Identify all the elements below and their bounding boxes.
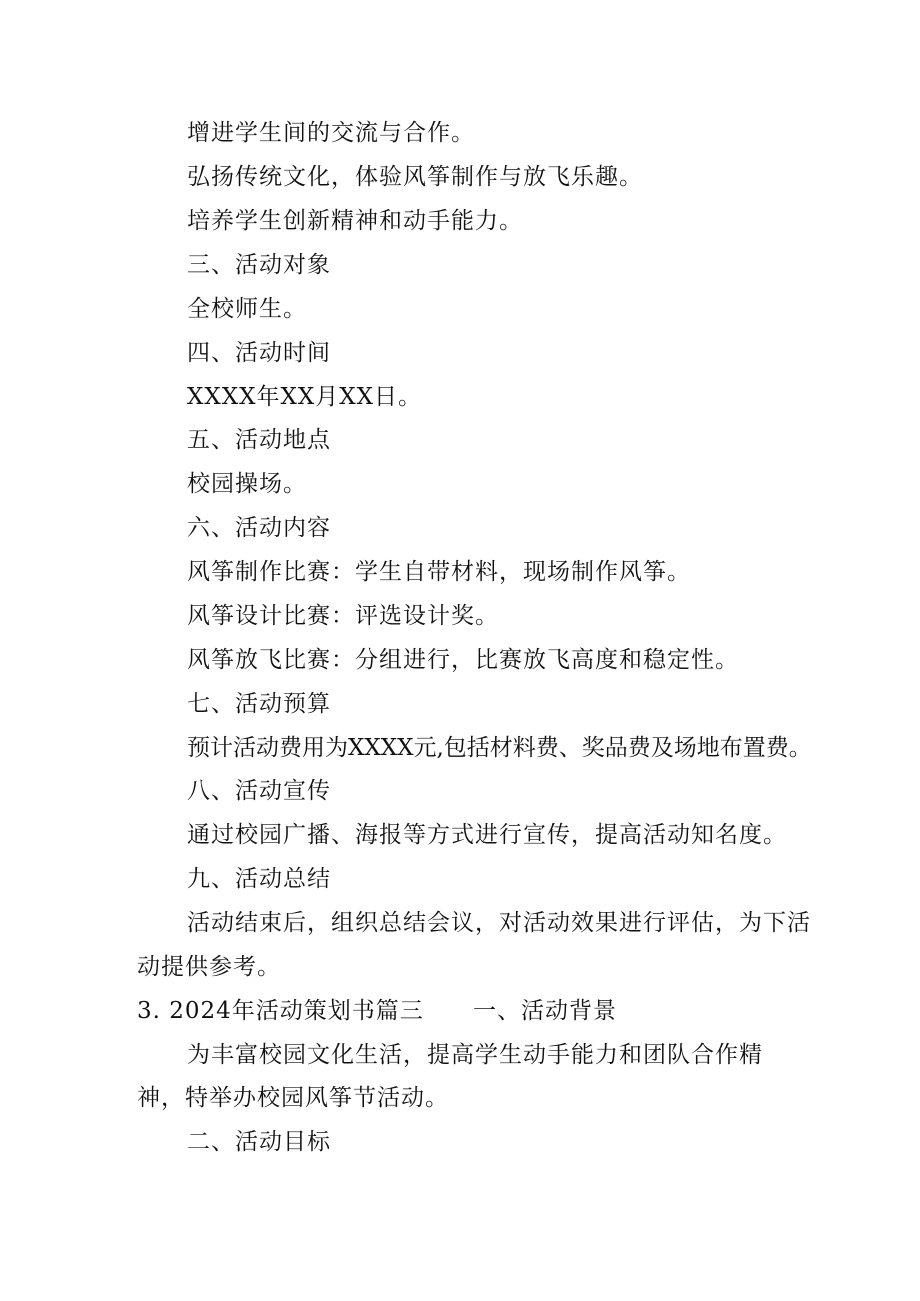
paragraph-line: 弘扬传统文化，体验风筝制作与放飞乐趣。	[187, 164, 643, 190]
section-title: 3. 2024年活动策划书篇三	[137, 998, 424, 1024]
paragraph-line: 神，特举办校园风筝节活动。	[137, 1085, 449, 1111]
paragraph-line: 预计活动费用为XXXX元,包括材料费、奖品费及场地布置费。	[187, 735, 812, 761]
section-heading: 六、活动内容	[187, 515, 331, 541]
section-title-row	[137, 996, 424, 1026]
paragraph-line: 风筝制作比赛：学生自带材料，现场制作风筝。	[187, 559, 691, 585]
paragraph-line: 动提供参考。	[137, 954, 281, 980]
section-heading: 一、活动背景	[473, 998, 617, 1024]
section-heading: 五、活动地点	[187, 427, 331, 453]
paragraph-line: 活动结束后，组织总结会议，对活动效果进行评估，为下活	[187, 910, 811, 936]
section-heading: 二、活动目标	[187, 1129, 331, 1155]
paragraph-line: 全校师生。	[187, 296, 307, 322]
paragraph-line: 为丰富校园文化生活，提高学生动手能力和团队合作精	[187, 1042, 763, 1068]
section-heading: 七、活动预算	[187, 691, 331, 717]
section-heading: 九、活动总结	[187, 866, 331, 892]
paragraph-line: 通过校园广播、海报等方式进行宣传，提高活动知名度。	[187, 822, 787, 848]
section-heading: 四、活动时间	[187, 340, 331, 366]
paragraph-line: 风筝放飞比赛：分组进行，比赛放飞高度和稳定性。	[187, 647, 739, 673]
paragraph-line: 风筝设计比赛：评选设计奖。	[187, 603, 499, 629]
paragraph-line: 校园操场。	[187, 471, 307, 497]
paragraph-line: XXXX年XX月XX日。	[187, 384, 422, 410]
section-heading: 八、活动宣传	[187, 778, 331, 804]
paragraph-line: 培养学生创新精神和动手能力。	[187, 208, 523, 234]
paragraph-line: 增进学生间的交流与合作。	[187, 120, 475, 146]
section-heading: 三、活动对象	[187, 252, 331, 278]
